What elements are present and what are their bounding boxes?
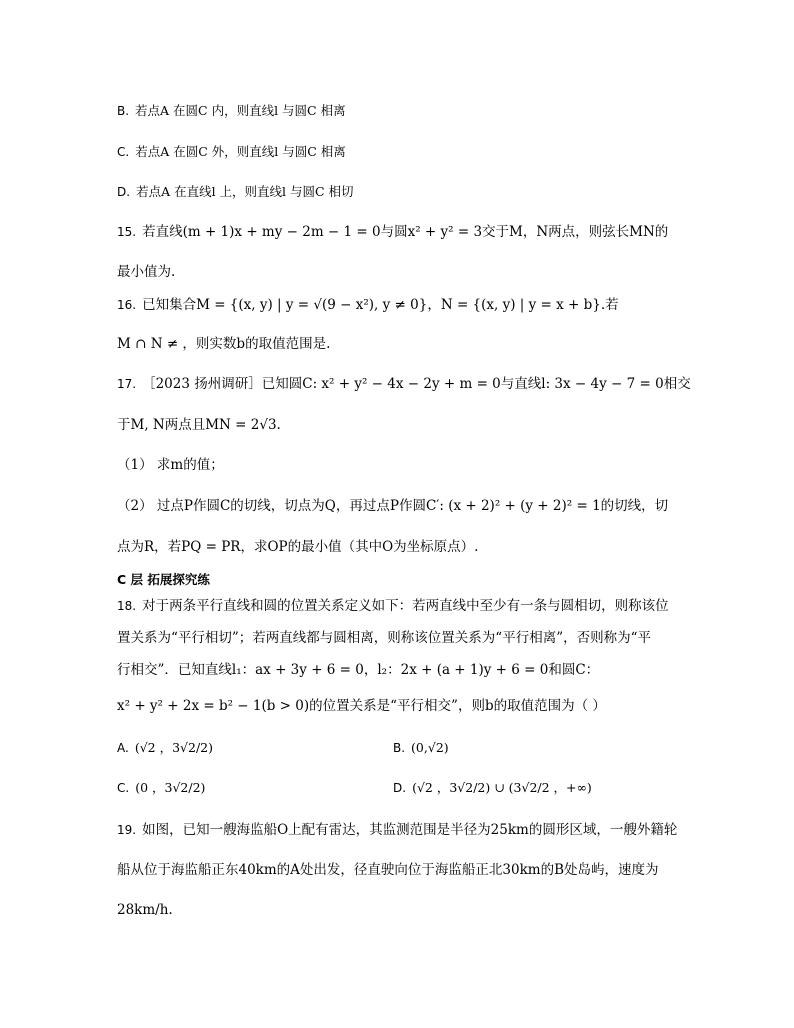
option-text: (0 ，3√2/2) [135, 780, 206, 795]
q18-line1 [117, 596, 669, 616]
option-label: B. [117, 104, 130, 118]
q17-line2: 于M, N两点且MN = 2√3. [117, 417, 281, 433]
question-number: 18. [117, 599, 137, 613]
sub-label: （2） [117, 498, 153, 514]
question-text: 对于两条平行直线和圆的位置关系定义如下：若两直线中至少有一条与圆相切，则称该位 [142, 598, 669, 614]
q17-line1 [117, 374, 691, 394]
q17-sub1 [117, 455, 224, 475]
sub-text: 求m的值； [156, 457, 224, 473]
question-source: ［2023 扬州调研］ [142, 376, 262, 392]
option-label: D. [393, 781, 407, 795]
option-text: (0,√2) [411, 740, 449, 755]
option-label: D. [117, 185, 131, 199]
q19-line3: 28km/h. [117, 902, 173, 918]
option-text: (√2 ，3√2/2) ∪ (3√2/2 ，+∞) [412, 780, 592, 795]
q18-line4: x² + y² + 2x = b² − 1(b > 0)的位置关系是“平行相交”，则b的取值范围为（ ） [117, 698, 606, 714]
q15-line1 [117, 222, 668, 242]
option-text: (√2 ，3√2/2) [134, 740, 213, 755]
option-label: C. [117, 145, 130, 159]
q18-option-c [117, 778, 205, 798]
option-label: C. [117, 781, 130, 795]
option-label: B. [393, 741, 406, 755]
question-number: 19. [117, 823, 137, 837]
q15-line2: 最小值为. [117, 264, 176, 280]
option-text: 若点A 在圆C 内，则直线l 与圆C 相离 [135, 103, 346, 118]
q16-line2: M ∩ N ≠ ，则实数b的取值范围是. [117, 336, 331, 352]
question-text: 已知集合M = {(x, y) | y = √(9 − x²), y ≠ 0}，N = {(x, y) | y = x + b}.若 [142, 297, 619, 313]
q14-option-c [117, 142, 346, 162]
option-text: 若点A 在直线l 上，则直线l 与圆C 相切 [136, 184, 354, 199]
question-text: 已知圆C: x² + y² − 4x − 2y + m = 0与直线l: 3x − 4y − 7 = 0相交 [261, 376, 691, 392]
q19-line2: 船从位于海监船正东40km的A处出发，径直驶向位于海监船正北30km的B处岛屿，速度为 [117, 862, 659, 878]
question-number: 17. [117, 377, 137, 391]
question-number: 16. [117, 298, 137, 312]
option-text: 若点A 在圆C 外，则直线l 与圆C 相离 [135, 144, 346, 159]
question-text: 如图，已知一艘海监船O上配有雷达，其监测范围是半径为25km的圆形区域，一艘外籍轮 [142, 822, 678, 838]
q18-line3: 行相交”．已知直线l₁：ax + 3y + 6 = 0，l₂：2x + (a + 1)y + 6 = 0和圆C： [117, 662, 600, 678]
q17-sub2-line2: 点为R，若PQ = PR，求OP的最小值（其中O为坐标原点）. [117, 539, 479, 555]
q14-option-b [117, 101, 346, 121]
option-label: A. [117, 741, 129, 755]
q16-line1 [117, 295, 619, 315]
q17-sub2-line1 [117, 496, 668, 516]
q18-option-d [393, 778, 592, 798]
question-number: 15. [117, 225, 137, 239]
q14-option-d [117, 182, 354, 202]
q18-line2: 置关系为“平行相切”；若两直线都与圆相离，则称该位置关系为“平行相离”，否则称为“平 [117, 630, 652, 646]
q18-option-a [117, 738, 213, 758]
q18-option-b [393, 738, 449, 758]
sub-label: （1） [117, 457, 153, 473]
question-text: 若直线(m + 1)x + my − 2m − 1 = 0与圆x² + y² = 3交于M，N两点，则弦长MN的 [142, 224, 669, 240]
sub-text: 过点P作圆C的切线，切点为Q，再过点P作圆C′: (x + 2)² + (y + 2)² = 1的切线，切 [156, 498, 669, 514]
q19-line1 [117, 820, 677, 840]
section-heading: C 层 拓展探究练 [117, 572, 210, 587]
